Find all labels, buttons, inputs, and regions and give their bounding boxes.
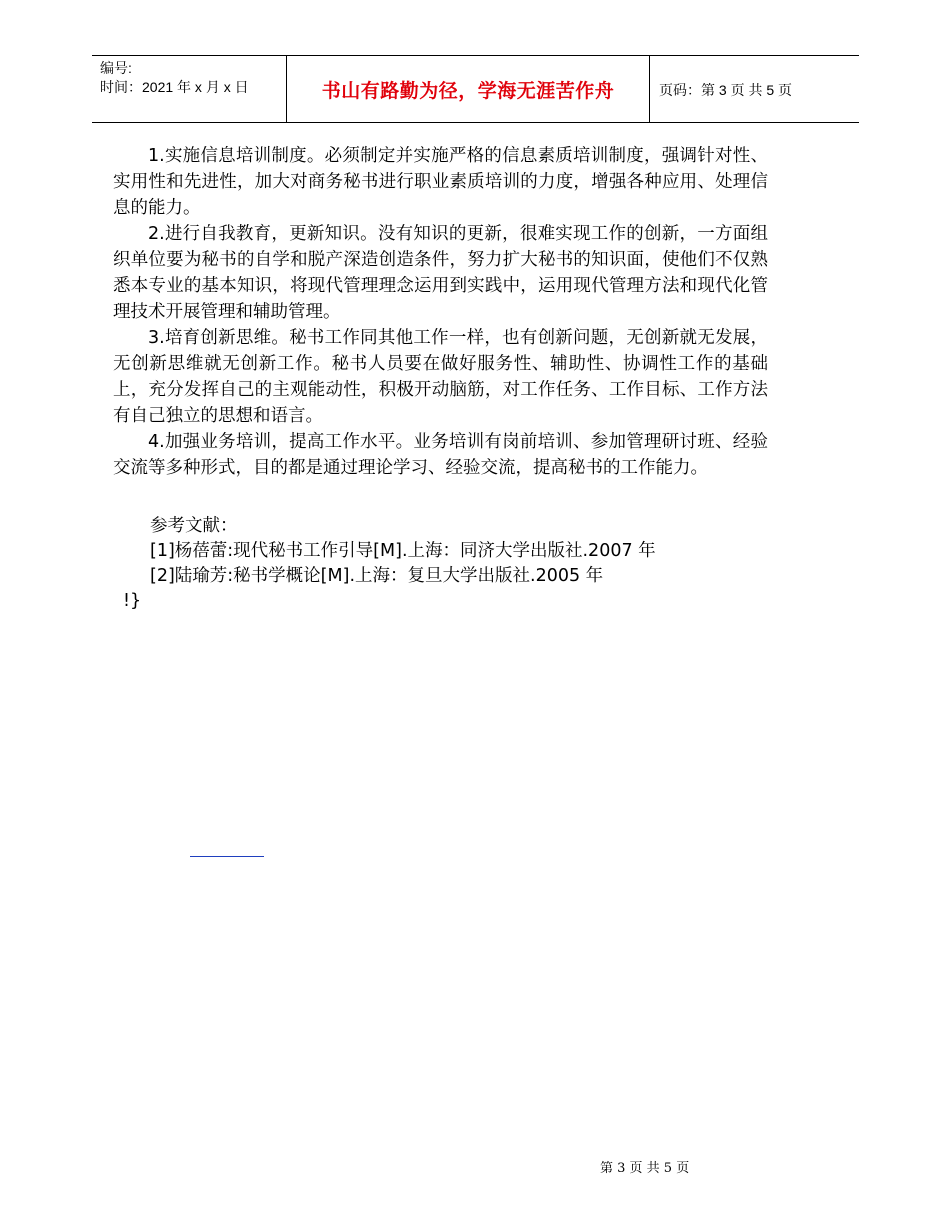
header-motto: 书山有路勤为径，学海无涯苦作舟 <box>321 80 615 102</box>
references <box>113 514 768 614</box>
trailing-mark: !} <box>123 591 142 611</box>
header-divider <box>649 56 650 122</box>
time-label: 时间：2021 年 x 月 x 日 <box>100 79 249 95</box>
body-text <box>113 143 768 481</box>
paragraph: 3.培育创新思维。秘书工作同其他工作一样，也有创新问题，无创新就无发展，无创新思维就无创新工作。秘书人员要在做好服务性、辅助性、协调性工作的基础上，充分发挥自己的主观能动性，积极开动脑筋，对工作任务、工作目标、工作方法有自己独立的思想和语言。 <box>113 328 768 426</box>
paragraph: 4.加强业务培训，提高工作水平。业务培训有岗前培训、参加管理研讨班、经验交流等多种形式，目的都是通过理论学习、经验交流，提高秘书的工作能力。 <box>113 432 768 478</box>
number-label: 编号: <box>100 60 132 76</box>
header-meta <box>100 59 249 97</box>
page-header <box>92 55 859 123</box>
hyperlink-underline[interactable] <box>190 856 264 857</box>
reference-item: [2]陆瑜芳:秘书学概论[M].上海：复旦大学出版社.2005 年 <box>150 566 604 586</box>
paragraph: 2.进行自我教育，更新知识。没有知识的更新，很难实现工作的创新，一方面组织单位要为秘书的自学和脱产深造创造条件，努力扩大秘书的知识面，使他们不仅熟悉本专业的基本知识，将现代管理理念运用到实践中，运用现代管理方法和现代化管理技术开展管理和辅助管理。 <box>113 224 768 322</box>
reference-item: [1]杨蓓蕾:现代秘书工作引导[M].上海：同济大学出版社.2007 年 <box>150 541 656 561</box>
paragraph: 1.实施信息培训制度。必须制定并实施严格的信息素质培训制度，强调针对性、实用性和先进性，加大对商务秘书进行职业素质培训的力度，增强各种应用、处理信息的能力。 <box>113 146 768 218</box>
references-title: 参考文献： <box>150 516 238 536</box>
header-page-info: 页码：第 3 页 共 5 页 <box>659 82 793 98</box>
page-footer: 第 3 页 共 5 页 <box>600 1161 690 1176</box>
